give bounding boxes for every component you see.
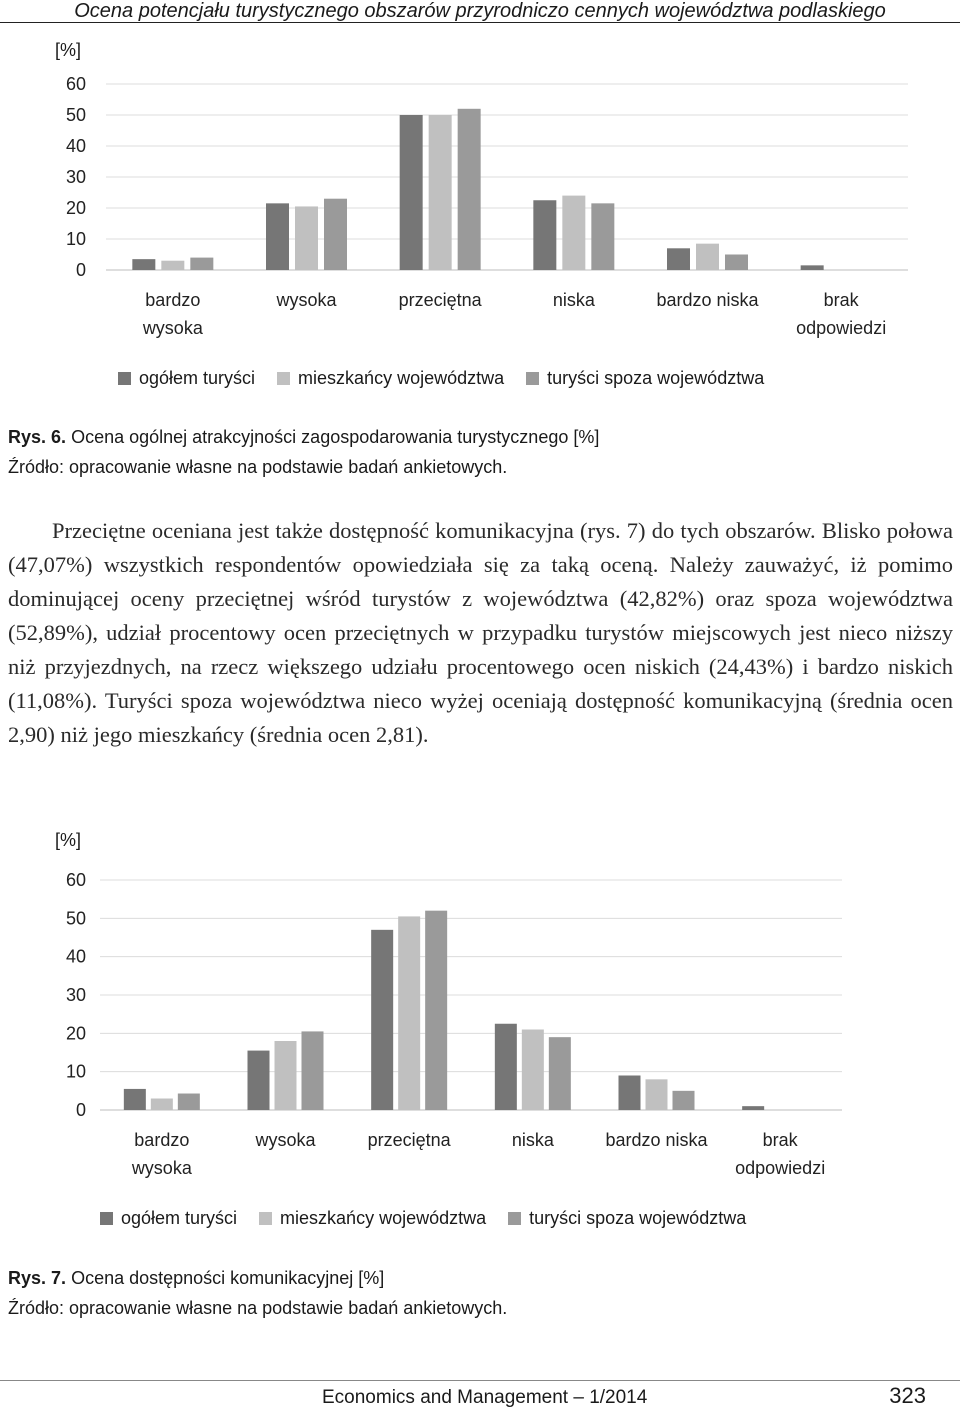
bar (495, 1024, 517, 1110)
bar (132, 259, 155, 270)
bar (725, 255, 748, 271)
y-tick-label: 10 (65, 229, 86, 249)
bar (667, 248, 690, 270)
caption-source: Źródło: opracowanie własne na podstawie badań ankietowych. (8, 457, 508, 477)
x-category-label: niska (552, 290, 595, 310)
legend-item (526, 368, 764, 389)
legend-swatch-icon (508, 1212, 521, 1225)
bar (673, 1091, 695, 1110)
y-tick-label: 20 (65, 198, 86, 218)
bar (549, 1037, 571, 1110)
body-paragraph (8, 514, 953, 752)
legend-item (118, 368, 255, 389)
legend-swatch-icon (526, 372, 539, 385)
bar (533, 200, 556, 270)
bar (190, 258, 213, 270)
x-category-label: brak (762, 1130, 798, 1150)
bar (646, 1079, 668, 1110)
bar (591, 203, 614, 270)
bar (275, 1041, 297, 1110)
bar (425, 911, 447, 1110)
x-category-label: wysoka (131, 1158, 192, 1178)
x-category-label: wysoka (276, 290, 337, 310)
x-category-label: odpowiedzi (735, 1158, 826, 1178)
caption-label: Rys. 6. (8, 427, 67, 447)
chart-7-legend (100, 1208, 746, 1229)
chart-6-plot (0, 30, 960, 360)
bar (371, 930, 393, 1110)
x-category-label: przeciętna (367, 1130, 451, 1150)
y-tick-label: 30 (65, 985, 86, 1005)
figure-7 (0, 820, 960, 1240)
legend-label: ogółem turyści (121, 1208, 238, 1228)
y-axis-title: [%] (55, 40, 82, 60)
y-tick-label: 30 (65, 167, 86, 187)
bar (801, 265, 824, 270)
page-footer (0, 1380, 960, 1411)
y-tick-label: 60 (65, 870, 86, 890)
bar (248, 1051, 270, 1110)
bar (522, 1030, 544, 1111)
page-number: 323 (889, 1383, 926, 1408)
y-axis-title: [%] (55, 830, 82, 850)
bar (400, 115, 423, 270)
y-tick-label: 0 (75, 1100, 86, 1120)
bar (398, 916, 420, 1110)
journal-name: Economics and Management – 1/2014 (322, 1387, 648, 1408)
x-category-label: bardzo (145, 290, 201, 310)
legend-label: turyści spoza województwa (547, 368, 765, 388)
legend-item (277, 368, 504, 389)
legend-item (100, 1208, 237, 1229)
x-category-label: bardzo niska (605, 1130, 708, 1150)
x-category-label: brak (823, 290, 859, 310)
bar (562, 196, 585, 270)
legend-swatch-icon (277, 372, 290, 385)
x-category-label: bardzo niska (656, 290, 759, 310)
y-tick-label: 20 (65, 1023, 86, 1044)
x-category-label: przeciętna (398, 290, 482, 310)
caption-title: Ocena dostępności komunikacyjnej [%] (71, 1268, 385, 1288)
bar (295, 206, 318, 270)
y-tick-label: 0 (75, 260, 86, 280)
bar (302, 1031, 324, 1110)
legend-label: turyści spoza województwa (529, 1208, 747, 1228)
bar (696, 244, 719, 270)
x-category-label: niska (511, 1130, 554, 1150)
x-category-label: wysoka (142, 318, 203, 338)
caption-label: Rys. 7. (8, 1268, 67, 1288)
bar (161, 261, 184, 270)
bar (124, 1089, 146, 1110)
y-tick-label: 60 (65, 74, 86, 94)
legend-label: mieszkańcy województwa (298, 368, 505, 388)
bar (429, 115, 452, 270)
y-tick-label: 50 (65, 105, 86, 125)
bar (266, 203, 289, 270)
paragraph-text: Przeciętne oceniana jest także dostępność komunikacyjna (rys. 7) do tych obszarów. Blisko połowa (47,07%) wszystkich respondentów opowiedziała się za taką oceną. Należy zauważyć, iż pomimo dominującej oceny przeciętnej wśród turystów z województwa (42,82%) oraz spoza województwa (52,89%), udział procentowy ocen przeciętnych w przypadku turystów miejscowych jest nieco niższy niż przyjezdnych, na rzecz większego udziału procentowego ocen niskich (24,43%) i bardzo niskich (11,08%). Turyści spoza województwa nieco wyżej oceniają dostępność komunikacyjną (średnia ocen 2,90) niż jego mieszkańcy (średnia ocen 2,81). (8, 518, 953, 747)
legend-swatch-icon (118, 372, 131, 385)
running-header: Ocena potencjału turystycznego obszarów przyrodniczo cennych województwa podlaskiego (0, 0, 960, 23)
chart-7-plot (0, 820, 960, 1190)
y-tick-label: 50 (65, 908, 86, 929)
bar (151, 1099, 173, 1111)
legend-item (259, 1208, 486, 1229)
caption-source: Źródło: opracowanie własne na podstawie badań ankietowych. (8, 1298, 508, 1318)
bar (742, 1106, 764, 1110)
chart-6-legend (118, 368, 764, 389)
bar (458, 109, 481, 270)
y-tick-label: 40 (65, 136, 86, 156)
x-category-label: wysoka (255, 1130, 316, 1150)
figure-7-caption (8, 1263, 507, 1323)
bar (324, 199, 347, 270)
y-tick-label: 10 (65, 1061, 86, 1082)
legend-label: ogółem turyści (139, 368, 256, 388)
bar (178, 1094, 200, 1110)
figure-6 (0, 30, 960, 400)
legend-item (508, 1208, 746, 1229)
x-category-label: odpowiedzi (796, 318, 887, 338)
bar (619, 1076, 641, 1111)
legend-swatch-icon (259, 1212, 272, 1225)
x-category-label: bardzo (134, 1130, 190, 1150)
y-tick-label: 40 (65, 946, 86, 967)
figure-6-caption (8, 422, 599, 482)
legend-swatch-icon (100, 1212, 113, 1225)
caption-title: Ocena ogólnej atrakcyjności zagospodarowania turystycznego [%] (71, 427, 600, 447)
legend-label: mieszkańcy województwa (280, 1208, 487, 1228)
